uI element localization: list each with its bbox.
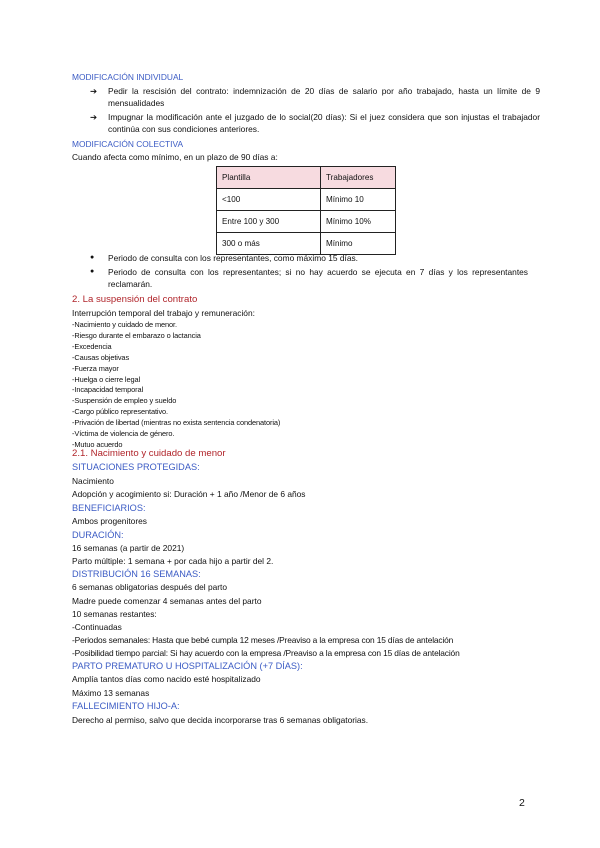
intro-text: Cuando afecta como mínimo, en un plazo de 90 días a: (72, 152, 278, 162)
body-line: -Continuadas (72, 622, 122, 632)
body-line: Parto múltiple: 1 semana + por cada hijo a partir del 2. (72, 556, 274, 566)
right-arrow-icon: ➔ (90, 112, 98, 122)
table-cell: Mínimo (321, 233, 396, 255)
body-line: 6 semanas obligatorias después del parto (72, 582, 228, 592)
body-line: -Periodos semanales: Hasta que bebé cumpla 12 meses /Preaviso a la empresa con 15 días de antelación (72, 635, 454, 645)
table-cell: Mínimo 10% (321, 211, 396, 233)
list-item-text: Periodo de consulta con los representantes; si no hay acuerdo se ejecuta en 7 días y los representantes reclamarán. (108, 267, 528, 290)
list-item: -Fuerza mayor (72, 363, 119, 373)
plantilla-table (216, 166, 396, 255)
table-cell: Mínimo 10 (321, 189, 396, 211)
list-item: -Privación de libertad (mientras no exista sentencia condenatoria) (72, 418, 281, 428)
table-header-row (217, 167, 396, 189)
intro-text: Interrupción temporal del trabajo y remuneración: (72, 308, 255, 318)
list-item (90, 266, 528, 292)
table-cell: Entre 100 y 300 (217, 211, 321, 233)
suspension-list (72, 320, 280, 451)
heading-nacimiento: 2.1. Nacimiento y cuidado de menor (72, 448, 226, 459)
heading-suspension: 2. La suspensión del contrato (72, 294, 198, 305)
table-header-cell: Plantilla (217, 167, 321, 189)
heading-duracion: DURACIÓN: (72, 530, 124, 540)
body-line: Máximo 13 semanas (72, 688, 150, 698)
list-item (90, 86, 540, 110)
list-item-text: Impugnar la modificación ante el juzgado de lo social(20 días): Si el juez considera que son injustas el trabajador continúa con sus condiciones anteriores. (108, 112, 540, 134)
table-cell: 300 o más (217, 233, 321, 255)
body-line: Madre puede comenzar 4 semanas antes del parto (72, 596, 262, 606)
heading-prematuro: PARTO PREMATURO U HOSPITALIZACIÓN (+7 DÍAS): (72, 661, 303, 671)
list-item: -Incapacidad temporal (72, 385, 144, 395)
table-row (217, 189, 396, 211)
heading-modificacion-individual: MODIFICACIÓN INDIVIDUAL (72, 72, 184, 82)
body-line: Amplía tantos días como nacido esté hospitalizado (72, 674, 261, 684)
list-item: -Riesgo durante el embarazo o lactancia (72, 330, 201, 340)
body-line: -Posibilidad tiempo parcial: Si hay acuerdo con la empresa /Preaviso a la empresa con 15 días de antelación (72, 648, 460, 658)
list-item (90, 252, 528, 265)
list-item: -Cargo público representativo. (72, 407, 169, 417)
table-cell: <100 (217, 189, 321, 211)
page-number: 2 (519, 797, 525, 809)
list-item: -Huelga o cierre legal (72, 374, 141, 384)
heading-distribucion: DISTRIBUCIÓN 16 SEMANAS: (72, 569, 201, 579)
bullet-icon: ● (90, 254, 95, 261)
list-item: -Causas objetivas (72, 352, 130, 362)
list-item-text: Pedir la rescisión del contrato: indemnización de 20 días de salario por año trabajado, hasta un límite de 9 mensualidades (108, 86, 540, 108)
heading-modificacion-colectiva: MODIFICACIÓN COLECTIVA (72, 139, 184, 149)
heading-fallecimiento: FALLECIMIENTO HIJO-A: (72, 701, 180, 711)
heading-beneficiarios: BENEFICIARIOS: (72, 503, 146, 513)
right-arrow-icon: ➔ (90, 86, 98, 96)
body-line: Adopción y acogimiento si: Duración + 1 año /Menor de 6 años (72, 489, 306, 499)
heading-situaciones: SITUACIONES PROTEGIDAS: (72, 462, 200, 472)
list-item (90, 112, 540, 136)
body-line: Derecho al permiso, salvo que decida incorporarse tras 6 semanas obligatorias. (72, 715, 369, 725)
list-item: -Víctima de violencia de género. (72, 429, 175, 439)
list-item: -Excedencia (72, 341, 112, 351)
bullet-icon: ● (90, 268, 95, 275)
body-line: 16 semanas (a partir de 2021) (72, 543, 185, 553)
body-line: 10 semanas restantes: (72, 609, 157, 619)
body-line: Nacimiento (72, 476, 114, 486)
table-header-cell: Trabajadores (321, 167, 396, 189)
body-line: Ambos progenitores (72, 516, 147, 526)
list-item: -Suspensión de empleo y sueldo (72, 396, 177, 406)
list-item: -Mutuo acuerdo (72, 439, 123, 449)
list-item-text: Periodo de consulta con los representantes, como máximo 15 días. (108, 253, 358, 263)
table-row (217, 211, 396, 233)
list-item: -Nacimiento y cuidado de menor. (72, 320, 177, 329)
